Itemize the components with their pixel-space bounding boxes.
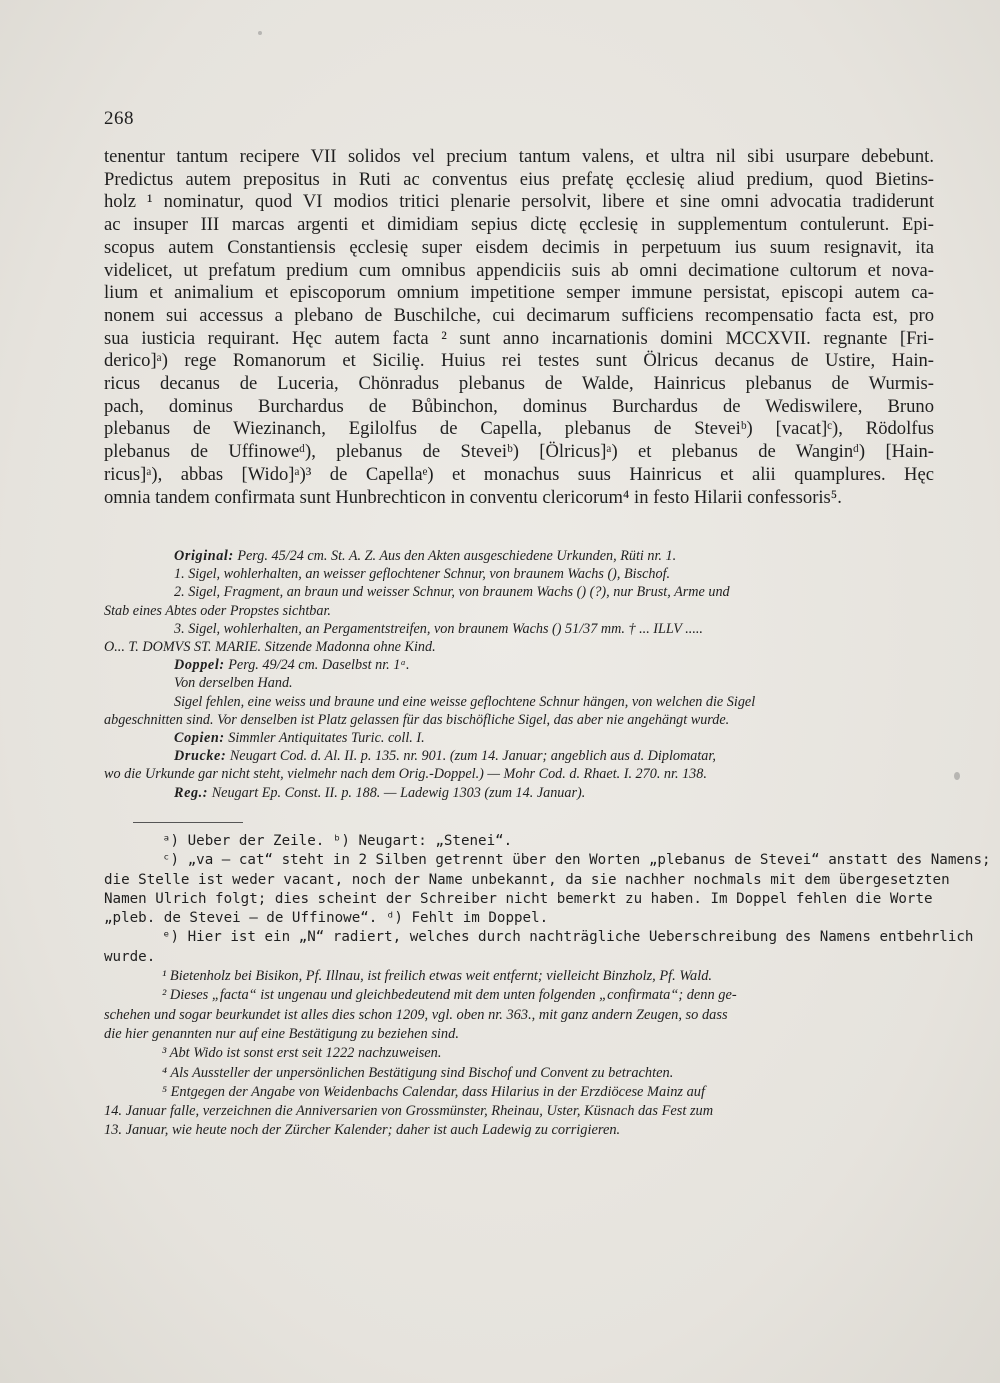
note-label: Reg.: <box>174 784 209 801</box>
footnote-line: ⁵ Entgegen der Angabe von Weidenbachs Calendar, dass Hilarius in der Erzdiöcese Mainz auf <box>162 1083 705 1100</box>
text-line: sua iusticia requirant. Hęc autem facta ² sunt anno incarnationis domini MCCXVII. regnante [Fri- <box>104 327 934 349</box>
footnote-line: ³ Abt Wido ist sonst erst seit 1222 nachzuweisen. <box>162 1045 442 1062</box>
footnote-line: 14. Januar falle, verzeichnen die Anniversarien von Grossmünster, Rheinau, Uster, Küsnach das Fest zum <box>104 1103 714 1120</box>
text-line: plebanus de Wiezinanch, Egilolfus de Capella, plebanus de Steveiᵇ) [vacat]ᶜ), Rödolfus <box>104 418 934 440</box>
footnote-line: ᶜ) „va — cat“ steht in 2 Silben getrennt über den Worten „plebanus de Stevei“ anstatt des Namens; <box>162 852 991 869</box>
note-text: 2. Sigel, Fragment, an braun und weisser Schnur, von braunem Wachs () (?), nur Brust, Arme und <box>174 584 730 601</box>
note-text: Perg. 49/24 cm. Daselbst nr. 1ᵃ. <box>224 657 410 674</box>
charter-text <box>104 146 934 509</box>
text-line: ricus decanus de Luceria, Chönradus plebanus de Walde, Hainricus plebanus de Wurmis- <box>104 373 934 395</box>
text-line: videlicet, ut prefatum predium cum omnibus appendiciis suis ab omni decimatione cultorum et nova- <box>104 259 934 281</box>
text-line: derico]ᵃ) rege Romanorum et Siciliȩ. Huius rei testes sunt Ölricus decanus de Ustire, Hain- <box>104 350 934 372</box>
footnotes <box>104 832 991 1141</box>
text-line: ac insuper III marcas argenti et dimidiam sepius dictę ęcclesię in supplementum contulerunt. Epi- <box>104 214 934 236</box>
note-text: Simmler Antiquitates Turic. coll. I. <box>224 730 425 747</box>
paper-speck <box>258 31 262 35</box>
note-label: Doppel: <box>174 657 225 674</box>
text-line: Predictus autem prepositus in Ruti ac conventus eius prefatę ęcclesię aliud predium, quod Bietins- <box>104 168 934 190</box>
note-text: Von derselben Hand. <box>174 675 293 692</box>
text-line: pach, dominus Burchardus de Bůbinchon, dominus Burchardus de Wediswilere, Bruno <box>104 395 934 417</box>
note-line <box>104 747 934 765</box>
note-line <box>104 602 934 620</box>
text-line: lium et animalium et episcoporum omnium impetitione semper immune persistat, episcopi autem ca- <box>104 282 934 304</box>
note-text: O... T. DOMVS ST. MARIE. Sitzende Madonna ohne Kind. <box>104 639 436 656</box>
footnote-line: wurde. <box>104 948 156 965</box>
note-text: abgeschnitten sind. Vor denselben ist Platz gelassen für das bischöfliche Sigel, das aber nie angehängt wurde. <box>104 711 730 728</box>
note-text: Neugart Ep. Const. II. p. 188. — Ladewig 1303 (zum 14. Januar). <box>208 784 586 801</box>
footnote-line: ᵃ) Ueber der Zeile. ᵇ) Neugart: „Stenei“. <box>162 833 513 849</box>
text-line: plebanus de Uffinoweᵈ), plebanus de Steveiᵇ) [Ölricus]ᵃ) et plebanus de Wanginᵈ) [Hain- <box>104 441 934 463</box>
text-line: nonem sui accessus a plebano de Buschilche, cui decimarum sufficiens recompensatio facta est, pro <box>104 304 934 326</box>
note-text: 3. Sigel, wohlerhalten, an Pergamentstreifen, von braunem Wachs () 51/37 mm. † ... ILLV ..... <box>174 620 703 637</box>
note-label: Copien: <box>174 730 225 747</box>
note-line <box>104 638 934 656</box>
footnote-line: „pleb. de Stevei — de Uffinowe“. ᵈ) Fehlt im Doppel. <box>104 910 549 927</box>
note-text: Neugart Cod. d. Al. II. p. 135. nr. 901. (zum 14. Januar; angeblich aus d. Diplomatar, <box>226 748 716 765</box>
text-line: omnia tandem confirmata sunt Hunbrechticon in conventu clericorum⁴ in festo Hilarii confessoris⁵. <box>104 486 842 508</box>
footnote-line: ¹ Bietenholz bei Bisikon, Pf. Illnau, ist freilich etwas weit entfernt; vielleicht Binzholz, Pf. Wald. <box>162 968 713 985</box>
note-line <box>104 784 934 802</box>
note-line <box>104 656 934 674</box>
footnote-line: ᵉ) Hier ist ein „N“ radiert, welches durch nachträgliche Ueberschreibung des Namens entbehrlich <box>162 929 974 946</box>
note-line <box>104 711 934 729</box>
footnote-line: schehen und sogar beurkundet ist alles dies schon 1209, vgl. oben nr. 363., mit ganz andern Zeugen, so dass <box>104 1006 728 1023</box>
footnote-line: die Stelle ist weder vacant, noch der Name unbekannt, da sie nachher nochmals mit dem übergesetzten <box>104 871 950 888</box>
editorial-notes <box>104 547 934 802</box>
note-label: Drucke: <box>174 748 227 765</box>
text-line: ricus]ᵃ), abbas [Wido]ᵃ)³ de Capellaᵉ) et monachus suus Hainricus et alii quamplures. Hęc <box>104 463 934 485</box>
note-line <box>104 620 934 638</box>
note-line <box>104 693 934 711</box>
footnote-divider <box>133 822 243 823</box>
note-text: Sigel fehlen, eine weiss und braune und eine weisse geflochtene Schnur hängen, von welchen die Sigel <box>174 693 756 710</box>
page-number: 268 <box>104 108 134 129</box>
text-line: tenentur tantum recipere VII solidos vel precium tantum valens, et ultra nil sibi usurpare debebunt. <box>104 146 934 167</box>
note-text: Stab eines Abtes oder Propstes sichtbar. <box>104 602 331 619</box>
note-text: wo die Urkunde gar nicht steht, vielmehr nach dem Orig.-Doppel.) — Mohr Cod. d. Rhaet. I. 270. nr. 138. <box>104 766 707 783</box>
note-line <box>104 565 934 583</box>
footnote-line: ² Dieses „facta“ ist ungenau und gleichbedeutend mit dem unten folgenden „confirmata“; denn ge- <box>162 987 737 1004</box>
footnote-line: Namen Ulrich folgt; dies scheint der Schreiber nicht bemerkt zu haben. Im Doppel fehlen die Worte <box>104 890 933 907</box>
text-line: scopus autem Constantiensis ęcclesię super eisdem decimis in perpetuum ius suum resignavit, ita <box>104 236 934 258</box>
footnote-line: ⁴ Als Aussteller der unpersönlichen Bestätigung sind Bischof und Convent zu betrachten. <box>162 1064 674 1081</box>
note-line <box>104 583 934 601</box>
note-line <box>104 674 934 692</box>
note-text: Perg. 45/24 cm. St. A. Z. Aus den Akten ausgeschiedene Urkunden, Rüti nr. 1. <box>233 548 677 564</box>
footnote-line: 13. Januar, wie heute noch der Zürcher Kalender; daher ist auch Ladewig zu corrigieren. <box>104 1122 621 1139</box>
note-label: Original: <box>174 548 234 564</box>
note-line <box>104 729 934 747</box>
note-line <box>104 547 934 565</box>
text-line: holz ¹ nominatur, quod VI modios tritici plenarie persolvit, libere et sine omni advocatia tradiderunt <box>104 191 934 213</box>
footnote-line: die hier genannten nur auf eine Bestätigung zu beziehen sind. <box>104 1025 459 1042</box>
note-text: 1. Sigel, wohlerhalten, an weisser geflochtener Schnur, von braunem Wachs (), Bischof. <box>174 566 671 583</box>
paper-speck <box>954 772 960 780</box>
note-line <box>104 765 934 783</box>
